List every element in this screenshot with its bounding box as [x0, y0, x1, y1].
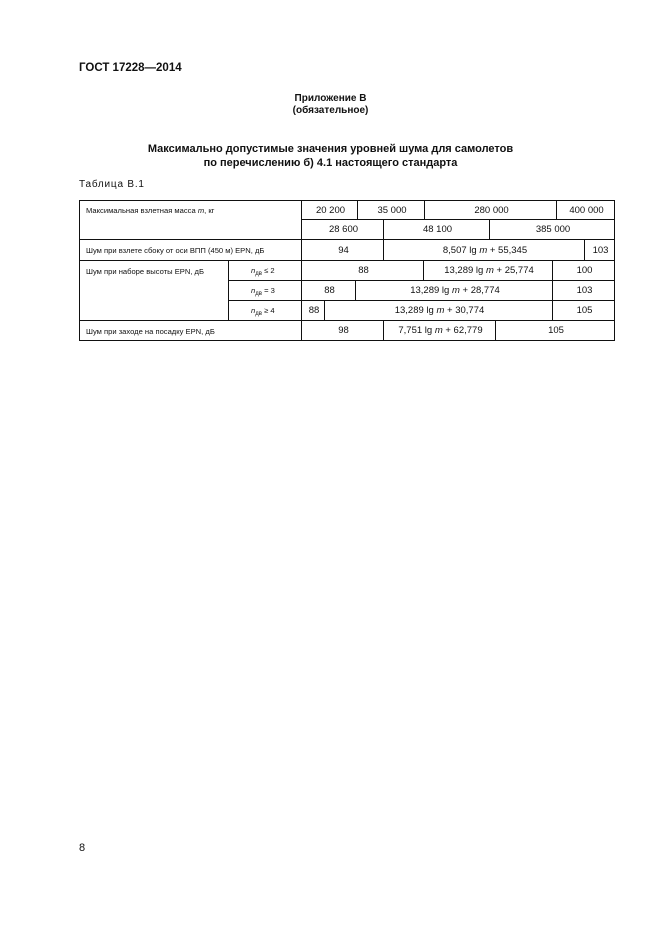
climb-high-cell — [552, 280, 615, 301]
climb-formula-cell — [423, 260, 553, 281]
mass-value: 28 600 — [328, 224, 359, 235]
climb-label: Шум при наборе высоты EPN, дБ — [86, 267, 204, 276]
climb-condition: $n_{дв} \ge 4$ — [251, 306, 275, 317]
table-caption: Таблица В.1 — [79, 179, 145, 190]
climb-formula: 13,289 lg m + 25,774 — [444, 265, 534, 276]
approach-formula-cell — [383, 320, 496, 341]
heading-line1: Максимально допустимые значения уровней шума для самолетов — [147, 143, 514, 155]
heading-line2: по перечислению б) 4.1 настоящего стандарта — [203, 157, 458, 169]
climb-formula-cell — [355, 280, 553, 301]
takeoff-label: Шум при взлете сбоку от оси ВПП (450 м) EPN, дБ — [86, 246, 265, 255]
climb-high-cell — [552, 300, 615, 321]
takeoff-label-cell — [79, 239, 302, 261]
mass-value: 20 200 — [315, 205, 346, 216]
takeoff-high: 103 — [592, 245, 609, 256]
mass-cell — [556, 200, 615, 220]
mass-label-cell — [79, 200, 302, 240]
mass-cell — [301, 200, 358, 220]
takeoff-formula: 8,507 lg m + 55,345 — [442, 245, 528, 256]
climb-high-cell — [552, 260, 615, 281]
climb-formula: 13,289 lg m + 30,774 — [394, 305, 485, 316]
mass-value: 385 000 — [535, 224, 571, 235]
approach-label: Шум при заходе на посадку EPN, дБ — [86, 327, 215, 336]
climb-formula: 13,289 lg m + 28,774 — [410, 285, 500, 296]
takeoff-high-cell — [584, 239, 615, 261]
mass-value: 400 000 — [569, 205, 604, 216]
takeoff-low: 94 — [338, 245, 349, 256]
climb-low-cell — [301, 260, 424, 281]
mass-value: 35 000 — [377, 205, 407, 216]
climb-condition: $n_{дв} \le 2$ — [251, 266, 275, 277]
page-number: 8 — [79, 842, 86, 854]
climb-low: 88 — [308, 305, 320, 316]
approach-label-cell — [79, 320, 302, 341]
climb-cond-cell — [228, 260, 302, 281]
mass-cell — [383, 219, 490, 240]
approach-high-cell — [495, 320, 615, 341]
annex-status: (обязательное) — [292, 105, 369, 116]
climb-low-cell — [301, 280, 356, 301]
annex-title: Приложение В — [294, 93, 367, 104]
approach-low-cell — [301, 320, 384, 341]
approach-low: 98 — [338, 325, 349, 336]
noise-limits-table — [79, 200, 615, 341]
climb-high: 103 — [576, 285, 593, 296]
climb-formula-cell — [324, 300, 553, 321]
approach-high: 105 — [548, 325, 564, 336]
mass-value: 280 000 — [474, 205, 509, 216]
takeoff-formula-cell — [383, 239, 585, 261]
climb-low: 88 — [324, 285, 335, 296]
approach-formula: 7,751 lg m + 62,779 — [398, 325, 483, 336]
takeoff-low-cell — [301, 239, 384, 261]
document-id: ГОСТ 17228—2014 — [79, 62, 182, 74]
mass-cell — [357, 200, 425, 220]
mass-cell — [424, 200, 557, 220]
climb-cond-cell — [228, 280, 302, 301]
climb-high: 105 — [576, 305, 593, 316]
climb-low: 88 — [358, 265, 369, 276]
climb-high: 100 — [576, 265, 593, 276]
climb-cond-cell — [228, 300, 302, 321]
climb-condition: $n_{дв} = 3$ — [251, 286, 275, 297]
mass-cell — [301, 219, 384, 240]
mass-value: 48 100 — [422, 224, 453, 235]
mass-cell — [489, 219, 615, 240]
mass-label: Максимальная взлетная масса m, кг — [86, 206, 215, 215]
climb-label-cell — [79, 260, 229, 321]
climb-low-cell — [301, 300, 325, 321]
